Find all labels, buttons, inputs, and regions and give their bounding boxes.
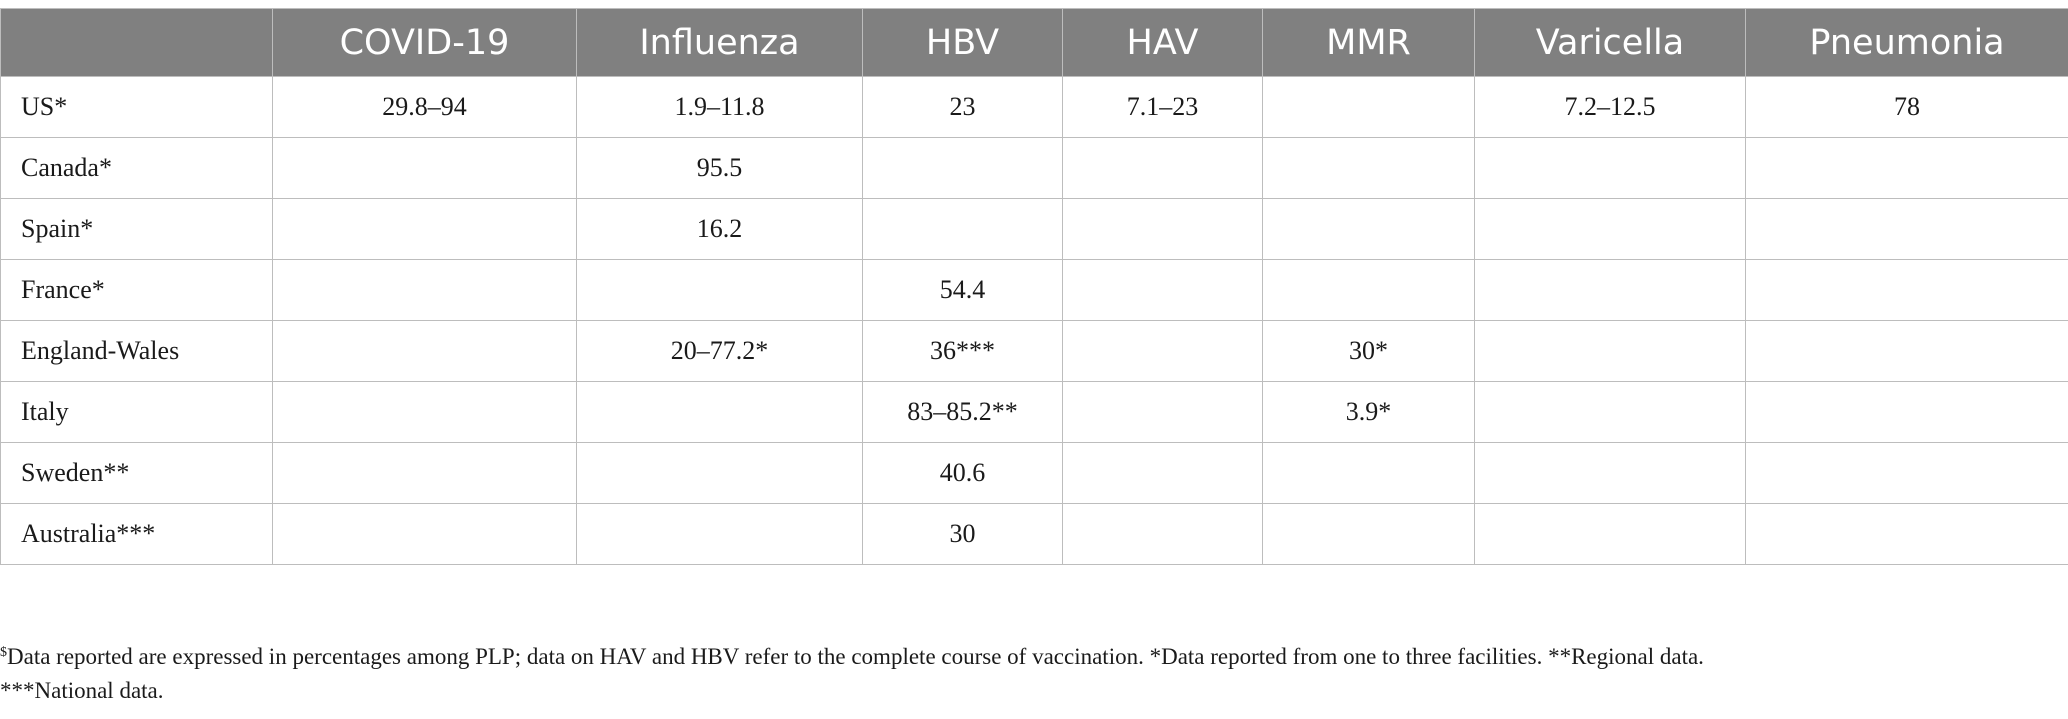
table-row [1, 504, 2068, 565]
table-cell [1475, 138, 1746, 199]
table-cell: 23 [863, 77, 1063, 138]
table-cell [1263, 443, 1475, 504]
table-cell [1475, 504, 1746, 565]
footnote-marker: $ [0, 645, 7, 660]
table-cell [1746, 382, 2068, 443]
table-cell: 30* [1263, 321, 1475, 382]
table-cell [1475, 321, 1746, 382]
table-cell: 78 [1746, 77, 2068, 138]
table-cell [1063, 321, 1263, 382]
table-cell [1063, 443, 1263, 504]
table-cell [1475, 260, 1746, 321]
table-row [1, 321, 2068, 382]
footnote-line-2: ***National data. [0, 678, 164, 703]
table-cell [1746, 138, 2068, 199]
footnote-text-1: Data reported are expressed in percentages among PLP; data on HAV and HBV refer to the complete course of vaccination. *Data reported from one to three facilities. **Regional data. [7, 644, 1704, 669]
table-cell: 95.5 [577, 138, 863, 199]
table-cell [273, 504, 577, 565]
table-cell [1263, 138, 1475, 199]
table-cell: 20–77.2* [577, 321, 863, 382]
table-cell [1746, 443, 2068, 504]
header-cell-covid19: COVID-19 [273, 9, 577, 77]
country-cell: France* [1, 260, 273, 321]
table-row [1, 260, 2068, 321]
header-cell-mmr: MMR [1263, 9, 1475, 77]
table-cell: 7.2–12.5 [1475, 77, 1746, 138]
header-cell-influenza: Influenza [577, 9, 863, 77]
header-cell-blank [1, 9, 273, 77]
table-cell [577, 382, 863, 443]
country-cell: Sweden** [1, 443, 273, 504]
table-cell: 30 [863, 504, 1063, 565]
table-cell [863, 138, 1063, 199]
table-cell [1475, 199, 1746, 260]
table-cell [577, 504, 863, 565]
header-cell-hav: HAV [1063, 9, 1263, 77]
table-cell: 16.2 [577, 199, 863, 260]
table-cell [1475, 382, 1746, 443]
header-cell-pneumonia: Pneumonia [1746, 9, 2068, 77]
table-row [1, 443, 2068, 504]
footnote-line-1 [0, 636, 2060, 674]
table-cell [273, 321, 577, 382]
table-header-row [1, 9, 2068, 77]
vaccination-coverage-table [0, 8, 2068, 565]
table-cell [1746, 199, 2068, 260]
country-cell: Spain* [1, 199, 273, 260]
table-cell [1263, 504, 1475, 565]
table-cell [1263, 260, 1475, 321]
table-cell [1063, 504, 1263, 565]
table-cell [1063, 260, 1263, 321]
table-cell [273, 138, 577, 199]
table-cell [1063, 138, 1263, 199]
table-cell: 1.9–11.8 [577, 77, 863, 138]
header-cell-hbv: HBV [863, 9, 1063, 77]
table-row [1, 199, 2068, 260]
table-row [1, 77, 2068, 138]
table-cell: 3.9* [1263, 382, 1475, 443]
table-row [1, 382, 2068, 443]
table-cell [863, 199, 1063, 260]
country-cell: England-Wales [1, 321, 273, 382]
table-cell [273, 260, 577, 321]
header-cell-varicella: Varicella [1475, 9, 1746, 77]
table-cell [1746, 504, 2068, 565]
table-footnote [0, 636, 2060, 708]
table-row [1, 138, 2068, 199]
table-cell [1746, 321, 2068, 382]
table-cell [577, 443, 863, 504]
table-cell [273, 382, 577, 443]
country-cell: US* [1, 77, 273, 138]
table-cell: 29.8–94 [273, 77, 577, 138]
table-cell: 83–85.2** [863, 382, 1063, 443]
table-cell [1746, 260, 2068, 321]
table-cell [1475, 443, 1746, 504]
table-cell: 36*** [863, 321, 1063, 382]
table-cell: 7.1–23 [1063, 77, 1263, 138]
table-cell [577, 260, 863, 321]
table-cell: 40.6 [863, 443, 1063, 504]
table-cell [1063, 382, 1263, 443]
country-cell: Italy [1, 382, 273, 443]
country-cell: Canada* [1, 138, 273, 199]
table-cell [1263, 77, 1475, 138]
table-cell [1063, 199, 1263, 260]
table-cell [273, 443, 577, 504]
country-cell: Australia*** [1, 504, 273, 565]
table-cell [1263, 199, 1475, 260]
table-cell: 54.4 [863, 260, 1063, 321]
table-cell [273, 199, 577, 260]
